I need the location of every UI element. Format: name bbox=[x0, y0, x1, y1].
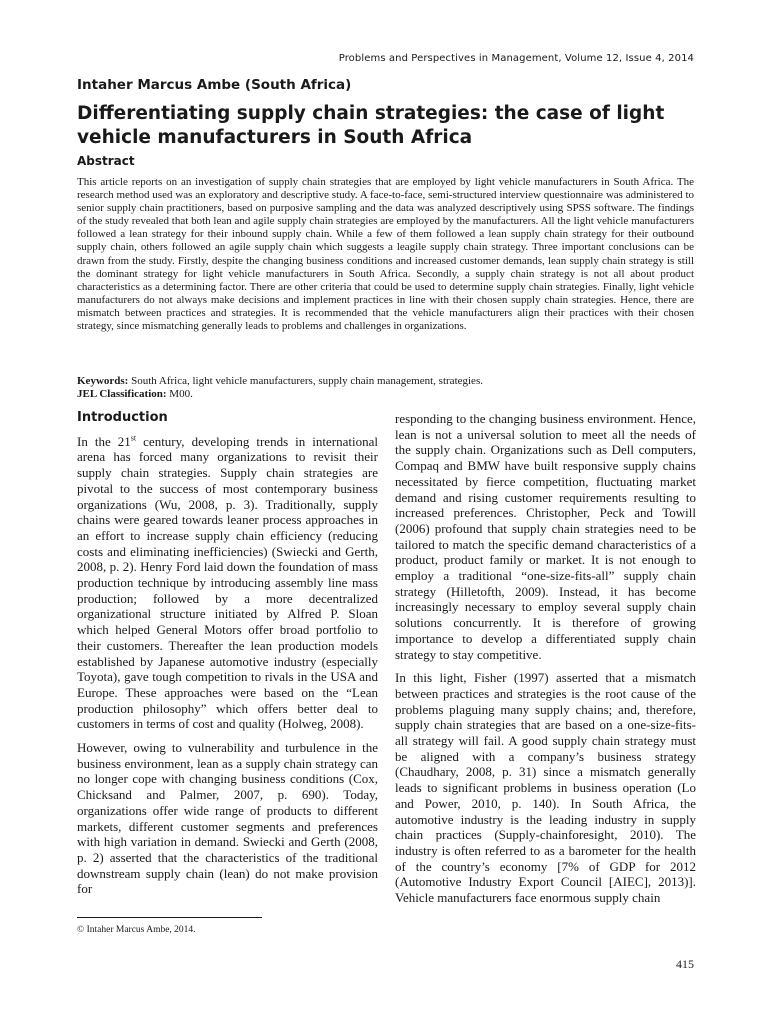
copyright-footnote: © Intaher Marcus Ambe, 2014. bbox=[77, 925, 196, 935]
intro-paragraph-2: However, owing to vulnerability and turbulence in the business environment, lean as a supply chain strategy can no longer cope with changing business conditions (Cox, Chicksand and Palmer, 2007, p. 690). Today, organizations offer wide range of products to different markets, different customer segments and preferences with high variation in demand. Swiecki and Gerth (2008, p. 2) asserted that the characteristics of the traditional downstream supply chain (lean) do not make provision for bbox=[77, 740, 378, 897]
intro-p1-post: century, developing trends in international arena has forced many organizations to revisit their supply chain strategies. Supply chain strategies are pivotal to the success of most contemporary business organizations (Wu, 2008, p. 3). Traditionally, supply chains were geared towards leaner process approaches in an effort to increase supply chain efficiency (reducing costs and eliminating inefficiencies) (Swiecki and Gerth, 2008, p. 2). Henry Ford laid down the foundation of mass production technique by introducing assembly line mass production; followed by a more decentralized organizational structure initiated by Alfred P. Sloan which helped General Motors offer broad portfolio to their customers. Thereafter the lean production models established by Japanese automotive industry (especially Toyota), gave tough competition to rivals in the USA and Europe. These approaches were based on the “Lean production philosophy” which offers better deal to customers in terms of cost and quality (Holweg, 2008). bbox=[77, 433, 379, 732]
right-column bbox=[395, 411, 696, 914]
intro-paragraph-4: In this light, Fisher (1997) asserted that a mismatch between practices and strategies is the root cause of the problems plaguing many supply chains; and, therefore, supply chain strategies that are based on a one-size-fits-all strategy will fail. A good supply chain strategy must be aligned with a company’s business strategy (Chaudhary, 2008, p. 31) since a mismatch generally leads to significant problems in business operation (Lo and Power, 2010, p. 140). In South Africa, the automotive industry is the leading industry in supply chain practices (Supply-chainforesight, 2010). The industry is often referred to as a barometer for the health of the country’s economy [7% of GDP for 2012 (Automotive Industry Export Council [AIEC], 2013)]. Vehicle manufacturers face enormous supply chain bbox=[395, 670, 696, 906]
intro-p1-sup: st bbox=[130, 433, 137, 443]
page-number: 415 bbox=[676, 957, 694, 971]
author-line: Intaher Marcus Ambe (South Africa) bbox=[77, 77, 352, 93]
introduction-heading: Introduction bbox=[77, 410, 168, 425]
keywords-value: South Africa, light vehicle manufacturers, supply chain management, strategies. bbox=[131, 375, 483, 387]
keywords-block bbox=[77, 375, 694, 401]
journal-header: Problems and Perspectives in Management, Volume 12, Issue 4, 2014 bbox=[338, 53, 694, 64]
paper-title: Differentiating supply chain strategies: the case of light vehicle manufacturers in South Africa bbox=[77, 103, 665, 148]
intro-p1-pre: In the 21 bbox=[77, 433, 131, 449]
intro-paragraph-1 bbox=[77, 434, 378, 732]
jel-label: JEL Classification: bbox=[77, 388, 167, 400]
keywords-label: Keywords: bbox=[77, 375, 129, 387]
intro-paragraph-3: responding to the changing business environment. Hence, lean is not a universal solution to meet all the needs of the supply chain. Organizations such as Dell computers, Compaq and BMW have built responsive supply chains necessitated by fierce competition, fluctuating market demand and rising customer requirements resulting to increased preferences. Christopher, Peck and Towill (2006) profound that supply chain strategies need to be tailored to match the specific demand characteristics of a product, product family or market. It is not enough to employ a traditional “one-size-fits-all” supply chain strategy (Hilletofth, 2009). Instead, it has become increasingly necessary to employ several supply chain solutions concurrently. It is therefore of growing importance to develop a differentiated supply chain strategy to stay competitive. bbox=[395, 411, 696, 662]
jel-line bbox=[77, 388, 694, 401]
keywords-line bbox=[77, 375, 694, 388]
left-column bbox=[77, 410, 378, 905]
footnote-rule bbox=[77, 917, 262, 918]
abstract-text: This article reports on an investigation of supply chain strategies that are employed by light vehicle manufacturers in South Africa. The research method used was an exploratory and descriptive study. A face-to-face, semi-structured interview questionnaire was administered to senior supply chain practitioners, based on purposive sampling and the data was analyzed descriptively using SPSS software. The findings of the study revealed that both lean and agile supply chain strategies are employed by the manufacturers. All the light vehicle manufacturers followed a lean strategy for their inbound supply chain. While a few of them followed a lean supply chain strategy for their outbound supply chain, others followed an agile supply chain which suggests a leagile supply chain strategy. Three important conclusions can be drawn from the study. Firstly, despite the changing business conditions and increased customer demands, lean supply chain strategy is still the dominant strategy for light vehicle manufacturers in South Africa. Secondly, a supply chain strategy is not all about product characteristics as a determining factor. There are other criteria that could be used to determine supply chain strategies. Finally, light vehicle manufacturers do not always make decisions and implement practices in line with their chosen supply chain strategies. Hence, there are mismatch between practices and strategies. It is recommended that the vehicle manufacturers align their practices with their chosen strategy, since mismatching generally leads to problems and challenges in organizations. bbox=[77, 176, 694, 333]
jel-value: M00. bbox=[169, 388, 193, 400]
abstract-heading: Abstract bbox=[77, 154, 135, 168]
